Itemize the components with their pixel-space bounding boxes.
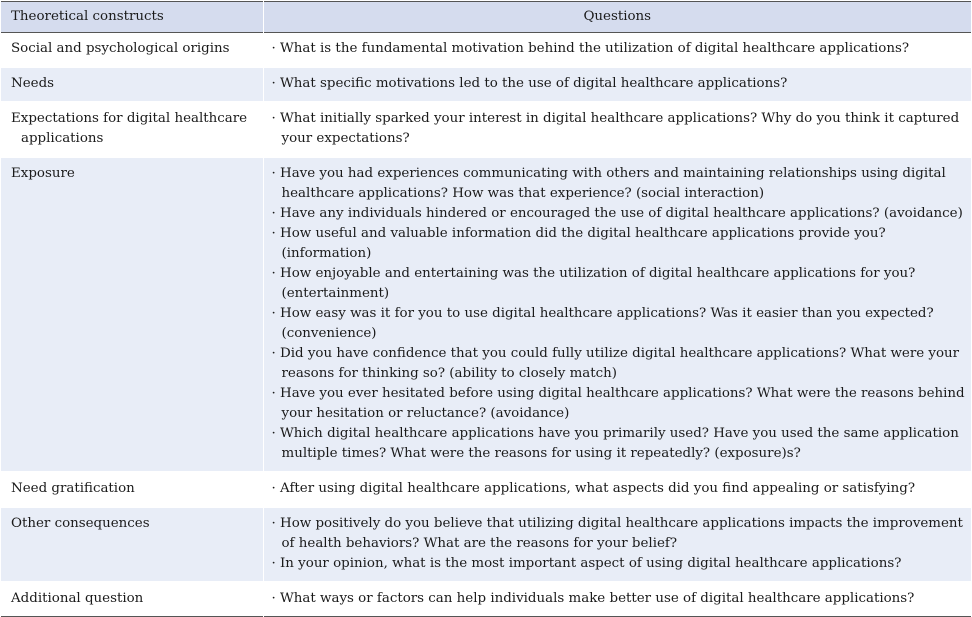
questionnaire-table: [1, 1, 971, 617]
question-item: · How easy was it for you to use digital healthcare applications? Was it easier than you expected? (convenience): [271, 306, 934, 341]
header-row: [1, 2, 971, 33]
question-item: · Have any individuals hindered or encouraged the use of digital healthcare applications? (avoidance): [271, 206, 963, 221]
table-row: [1, 157, 971, 472]
questions-cell: [263, 582, 971, 617]
table-row: [1, 582, 971, 617]
construct-cell: Expectations for digital healthcare applications: [11, 111, 248, 146]
questions-cell: [263, 102, 971, 157]
question-item: · Which digital healthcare applications have you primarily used? Have you used the same application multiple times? What were the reasons for using it repeatedly? (exposure)s?: [271, 426, 959, 461]
question-item: · What initially sparked your interest in digital healthcare applications? Why do you think it captured your expectations?: [271, 111, 960, 146]
table-row: [1, 102, 971, 157]
questions-cell: [263, 507, 971, 582]
construct-cell: Social and psychological origins: [11, 41, 230, 56]
question-item: · Have you ever hesitated before using digital healthcare applications? What were the reasons behind your hesitation or reluctance? (avoidance): [271, 386, 965, 421]
construct-cell: Need gratification: [11, 481, 135, 496]
table-row: [1, 33, 971, 68]
construct-cell: Additional question: [11, 591, 144, 606]
question-item: · In your opinion, what is the most important aspect of using digital healthcare applications?: [271, 556, 902, 571]
header-questions: Questions: [263, 2, 971, 33]
question-item: · What specific motivations led to the use of digital healthcare applications?: [271, 76, 788, 91]
question-item: · After using digital healthcare applications, what aspects did you find appealing or satisfying?: [271, 481, 915, 496]
header-constructs: Theoretical constructs: [11, 9, 164, 24]
questions-cell: [263, 472, 971, 507]
questions-cell: [263, 67, 971, 102]
question-item: · Have you had experiences communicating with others and maintaining relationships using digital healthcare applications? How was that experience? (social interaction): [271, 166, 946, 201]
construct-cell: Needs: [11, 76, 55, 91]
table-row: [1, 507, 971, 582]
questions-cell: [263, 33, 971, 68]
question-item: · How useful and valuable information did the digital healthcare applications provide you? (information): [271, 226, 886, 261]
question-item: · Did you have confidence that you could fully utilize digital healthcare applications? What were your reasons for thinking so? (ability to closely match): [271, 346, 960, 381]
question-item: · What ways or factors can help individuals make better use of digital healthcare applications?: [271, 591, 915, 606]
question-item: · How enjoyable and entertaining was the utilization of digital healthcare applications for you? (entertainment): [271, 266, 916, 301]
questions-cell: [263, 157, 971, 472]
question-item: · How positively do you believe that utilizing digital healthcare applications impacts the improvement of health behaviors? What are the reasons for your belief?: [271, 516, 963, 551]
table-row: [1, 472, 971, 507]
construct-cell: Exposure: [11, 166, 75, 181]
table-row: [1, 67, 971, 102]
construct-cell: Other consequences: [11, 516, 150, 531]
question-item: · What is the fundamental motivation behind the utilization of digital healthcare applications?: [271, 41, 909, 56]
